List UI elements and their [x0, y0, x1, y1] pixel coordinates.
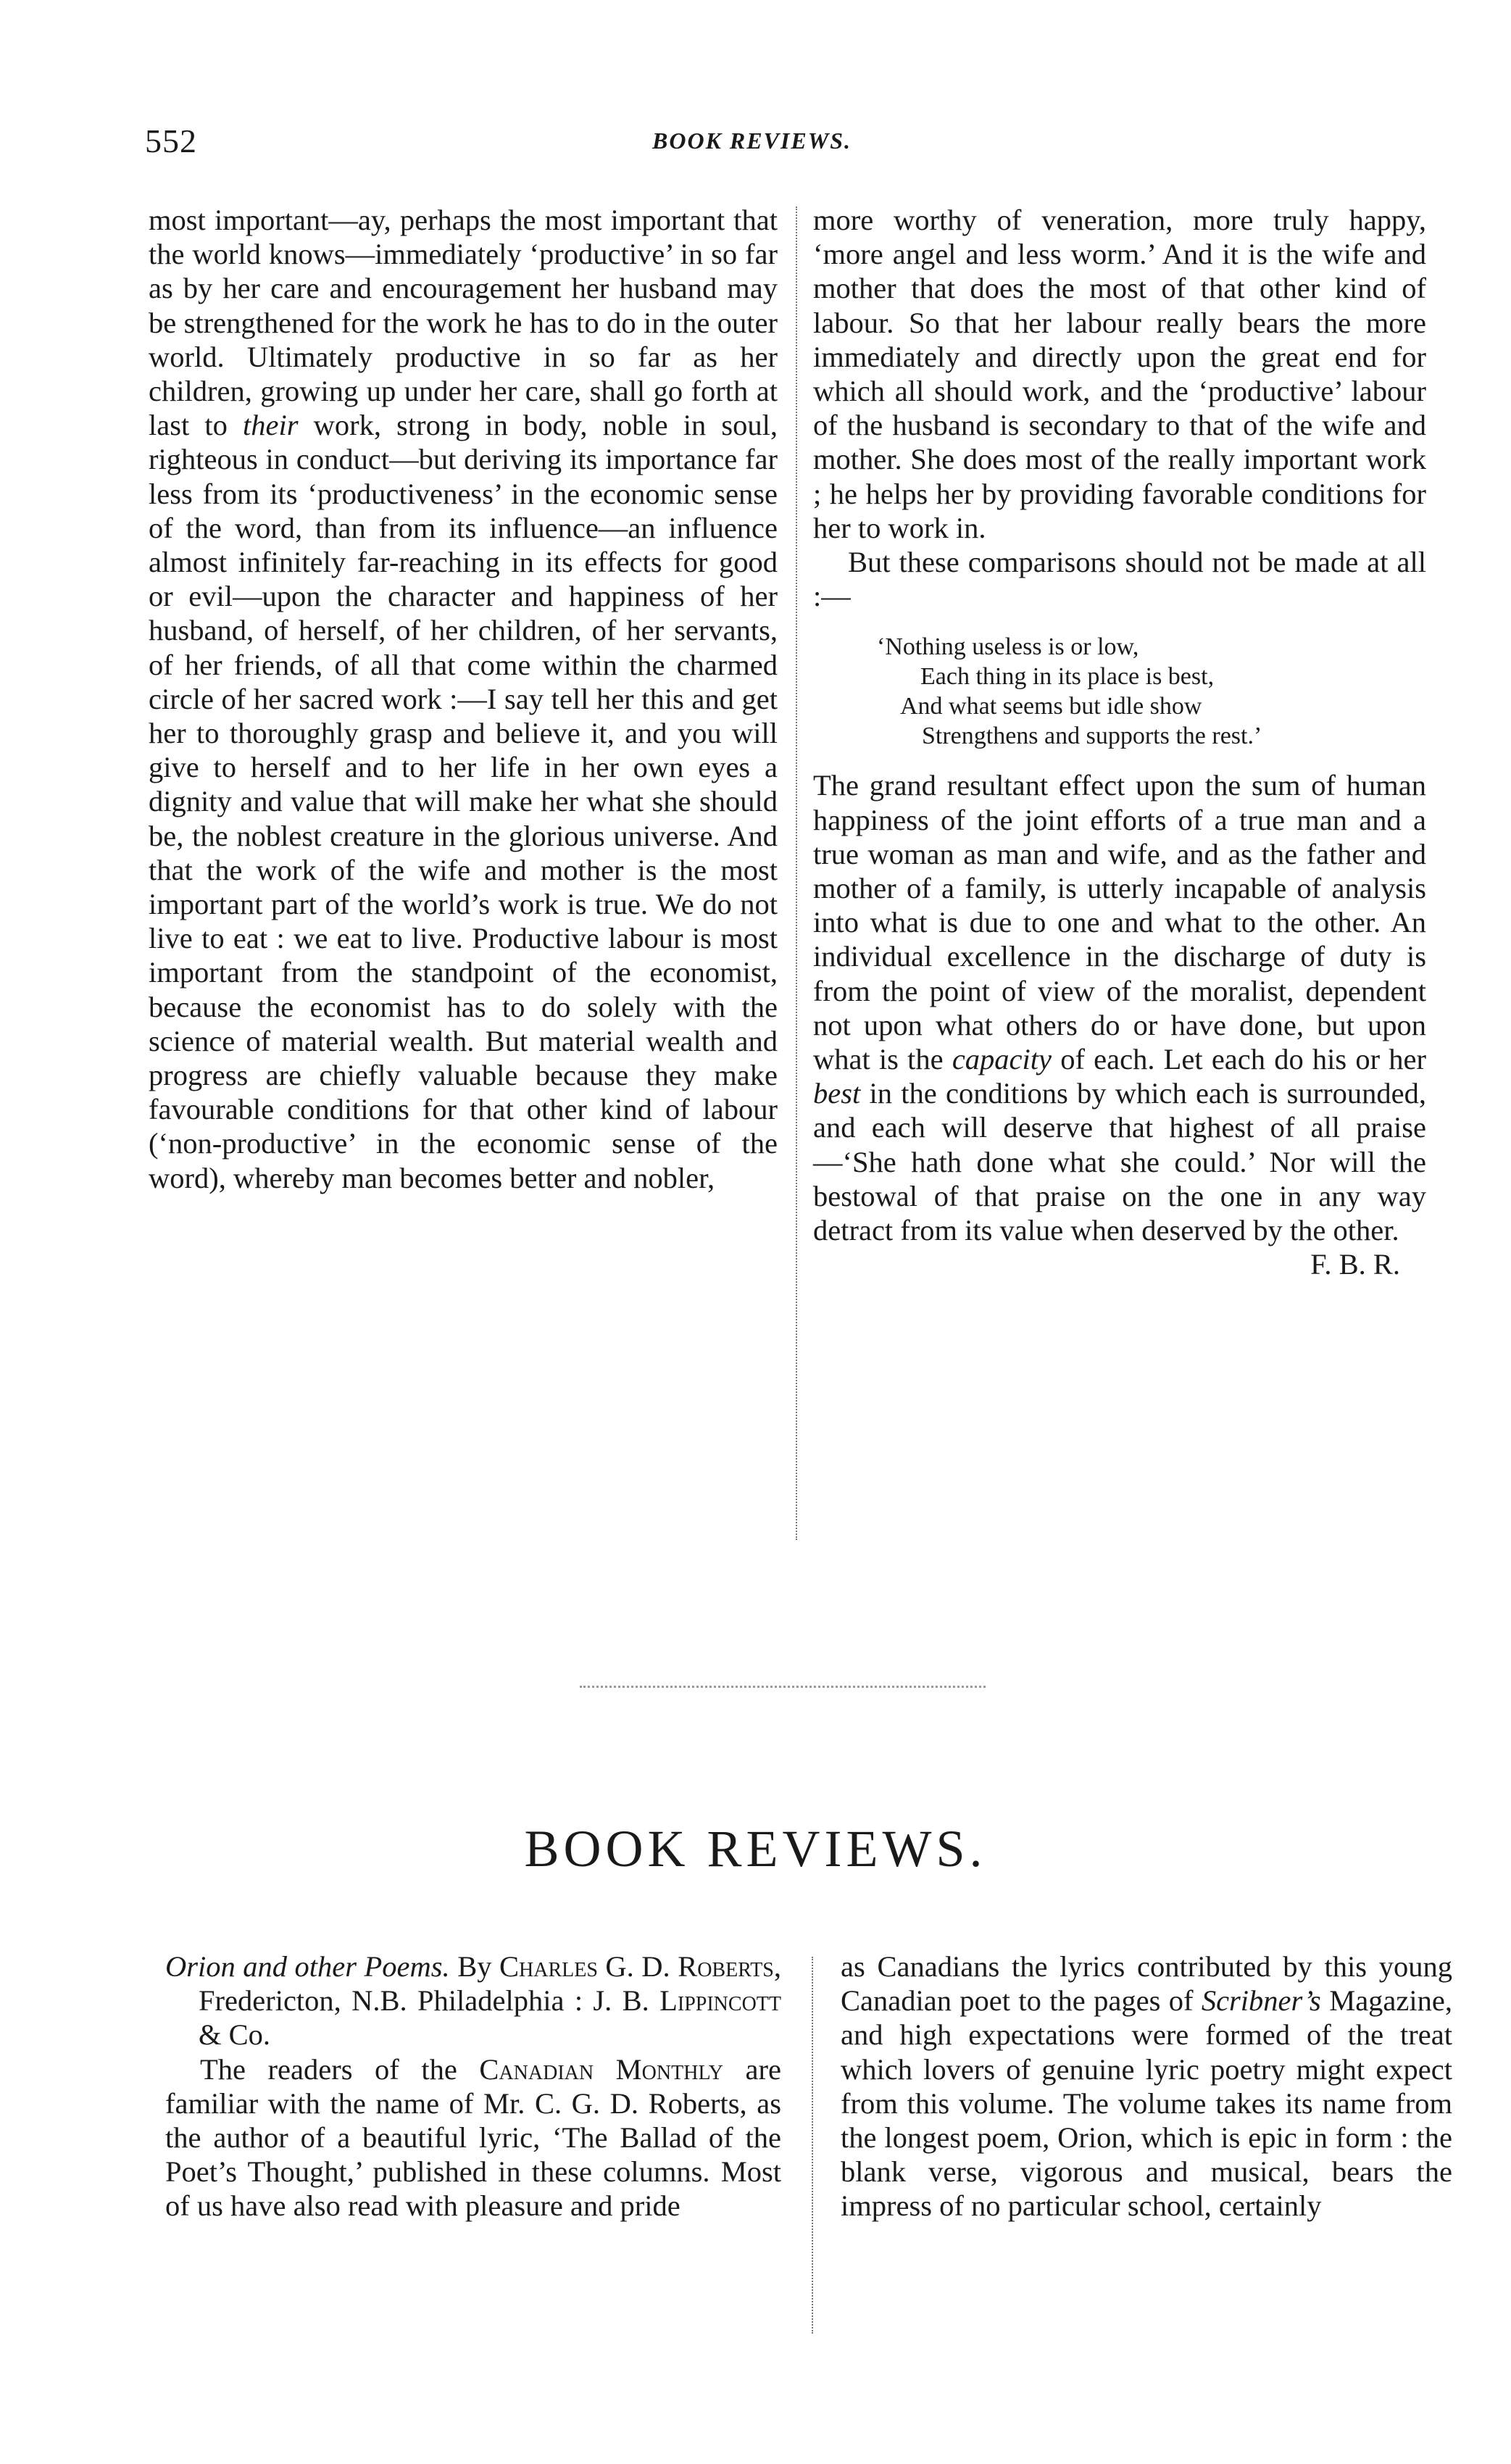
emphasis: their [242, 409, 299, 442]
review-author: Charles G. D. Roberts [499, 1950, 774, 1983]
column-rule [796, 207, 797, 1540]
emphasis: capacity [952, 1043, 1052, 1076]
section-divider [580, 1686, 986, 1688]
article-left-column [149, 203, 778, 1195]
author-signature: F. B. R. [1310, 1248, 1400, 1281]
review-left-column [165, 1949, 781, 2223]
article-paragraph: more worthy of veneration, more truly happy, ‘more angel and less worm.’ And it is the wife and mother that does the most of that other kind of labour. So that her labour really bears the more immediately and directly upon the great end for which all should work, and the ‘productive’ labour of the husband is secondary to that of the wife and mother. She does most of the really important work ; he helps her by providing favorable conditions for her to work in. [813, 204, 1426, 544]
review-heading: Orion and other Poems. By Charles G. D. Roberts, Fredericton, N.B. Philadelphia : J. B. Lippincott & Co. [165, 1950, 782, 2052]
poem-quote [813, 632, 1426, 751]
poem-line: Strengthens and supports the rest.’ [922, 723, 1262, 750]
article-right-column [813, 203, 1426, 1281]
emphasis: best [813, 1077, 861, 1110]
review-paragraph: as Canadians the lyrics contributed by this young Canadian poet to the pages of Scribner’s Magazine, and high expectations were formed of the treat which lovers of genuine lyric poetry might expect from this volume. The volume takes its name from the longest poem, Orion, which is epic in form : the blank verse, vigorous and musical, bears the impress of no particular school, certainly [841, 1950, 1452, 2223]
article-paragraph: But these comparisons should not be made at all :— [813, 546, 1426, 613]
magazine-name: Canadian Monthly [479, 2052, 723, 2086]
running-head: BOOK REVIEWS. [652, 128, 852, 154]
emphasis: Scribner’s [1201, 1984, 1321, 2018]
poem-line: ‘Nothing useless is or low, [877, 633, 1139, 661]
poem-line: Each thing in its place is best, [920, 663, 1215, 691]
review-book-title: Orion and other Poems. [165, 1950, 450, 1983]
section-title: BOOK REVIEWS. [524, 1820, 987, 1878]
article-paragraph: most important—ay, perhaps the most important that the world knows—immediately ‘productive’ in so far as by her care and encouragement her husband may be strengthened for the work he has to do in the outer world. Ultimately productive in so far as her children, growing up under her care, shall go forth at last to their work, strong in body, noble in soul, righteous in conduct—but deriving its importance far less from its ‘productiveness’ in the economic sense of the word, than from its influence—an influence almost infinitely far-reaching in its effects for good or evil—upon the character and happiness of her husband, of herself, of her children, of her servants, of her friends, of all that come within the charmed circle of her sacred work :—I say tell her this and get her to thoroughly grasp and believe it, and you will give to herself and to her life in her own eyes a dignity and value that will make her what she should be, the noblest creature in the glorious universe. And that the work of the wife and mother is the most important part of the world’s work is true. We do not live to eat : we eat to live. Productive labour is most important from the standpoint of the economist, because the economist has to do solely with the science of material wealth. But material wealth and progress are chiefly valuable because they make favourable conditions for that other kind of labour (‘non-productive’ in the economic sense of the word), whereby man becomes better and nobler, [149, 204, 778, 1194]
page-header [145, 122, 1420, 165]
review-publisher: J. B. Lippincott [593, 1984, 781, 2018]
review-right-column [841, 1949, 1452, 2223]
review-paragraph: The readers of the Canadian Monthly are familiar with the name of Mr. C. G. D. Roberts, as the author of a beautiful lyric, ‘The Ballad of the Poet’s Thought,’ published in these columns. Most of us have also read with pleasure and pride [165, 2052, 781, 2223]
article-paragraph: The grand resultant effect upon the sum of human happiness of the joint efforts of a true man and a true woman as man and wife, and as the father and mother of a family, is utterly incapable of analysis into what is due to one and what to the other. An individual excellence in the discharge of duty is from the point of view of the moralist, dependent not upon what others do or have done, but upon what is the capacity of each. Let each do his or her best in the conditions by which each is surrounded, and each will deserve that highest of all praise—‘She hath done what she could.’ Nor will the bestowal of that praise on the one in any way detract from its value when deserved by the other. [813, 769, 1427, 1247]
poem-line: And what seems but idle show [900, 693, 1202, 720]
column-rule [812, 1957, 813, 2334]
page-number: 552 [145, 122, 197, 159]
